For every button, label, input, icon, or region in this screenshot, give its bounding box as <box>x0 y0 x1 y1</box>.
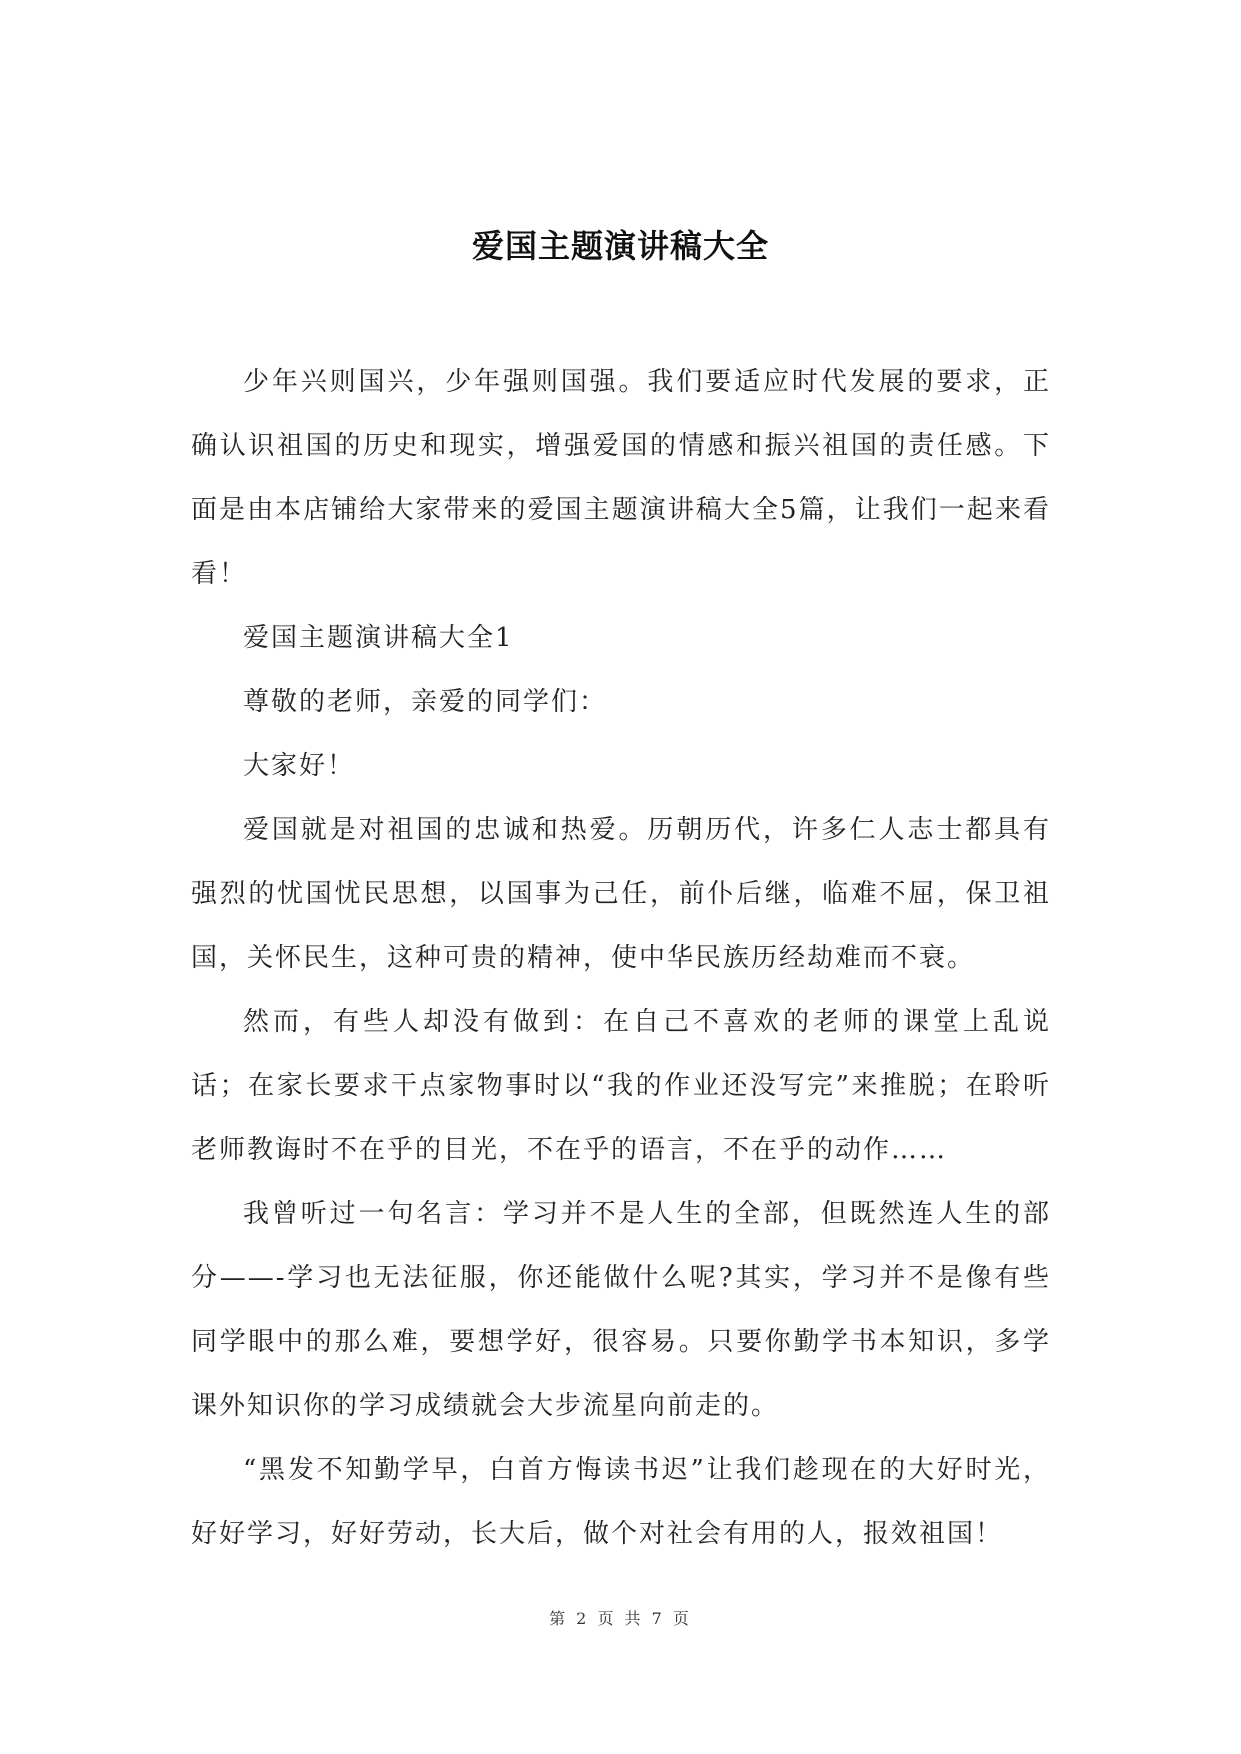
body-paragraph: 爱国就是对祖国的忠诚和热爱。历朝历代，许多仁人志士都具有强烈的忧国忧民思想，以国事为己任，前仆后继，临难不屈，保卫祖国，关怀民生，这种可贵的精神，使中华民族历经劫难而不衰。 <box>191 815 1051 973</box>
page-number-footer: 第 2 页 共 7 页 <box>549 1609 692 1628</box>
document-body <box>191 350 1051 1566</box>
section-heading: 爱国主题演讲稿大全1 <box>243 623 514 653</box>
document-title: 爱国主题演讲稿大全 <box>471 227 769 265</box>
closing-paragraph: “黑发不知勤学早，白首方悔读书迟”让我们趁现在的大好时光，好好学习，好好劳动，长大后，做个对社会有用的人，报效祖国！ <box>191 1455 1051 1549</box>
greeting: 大家好！ <box>243 751 356 781</box>
intro-paragraph: 少年兴则国兴，少年强则国强。我们要适应时代发展的要求，正确认识祖国的历史和现实，增强爱国的情感和振兴祖国的责任感。下面是由本店铺给大家带来的爱国主题演讲稿大全5篇，让我们一起来看看！ <box>191 367 1051 589</box>
body-paragraph: 然而，有些人却没有做到：在自己不喜欢的老师的课堂上乱说话；在家长要求干点家物事时以“我的作业还没写完”来推脱；在聆听老师教诲时不在乎的目光，不在乎的语言，不在乎的动作…… <box>191 1007 1051 1165</box>
body-paragraph: 我曾听过一句名言：学习并不是人生的全部，但既然连人生的部分——-学习也无法征服，你还能做什么呢?其实，学习并不是像有些同学眼中的那么难，要想学好，很容易。只要你勤学书本知识，多学课外知识你的学习成绩就会大步流星向前走的。 <box>191 1199 1051 1421</box>
salutation: 尊敬的老师，亲爱的同学们： <box>243 687 608 717</box>
